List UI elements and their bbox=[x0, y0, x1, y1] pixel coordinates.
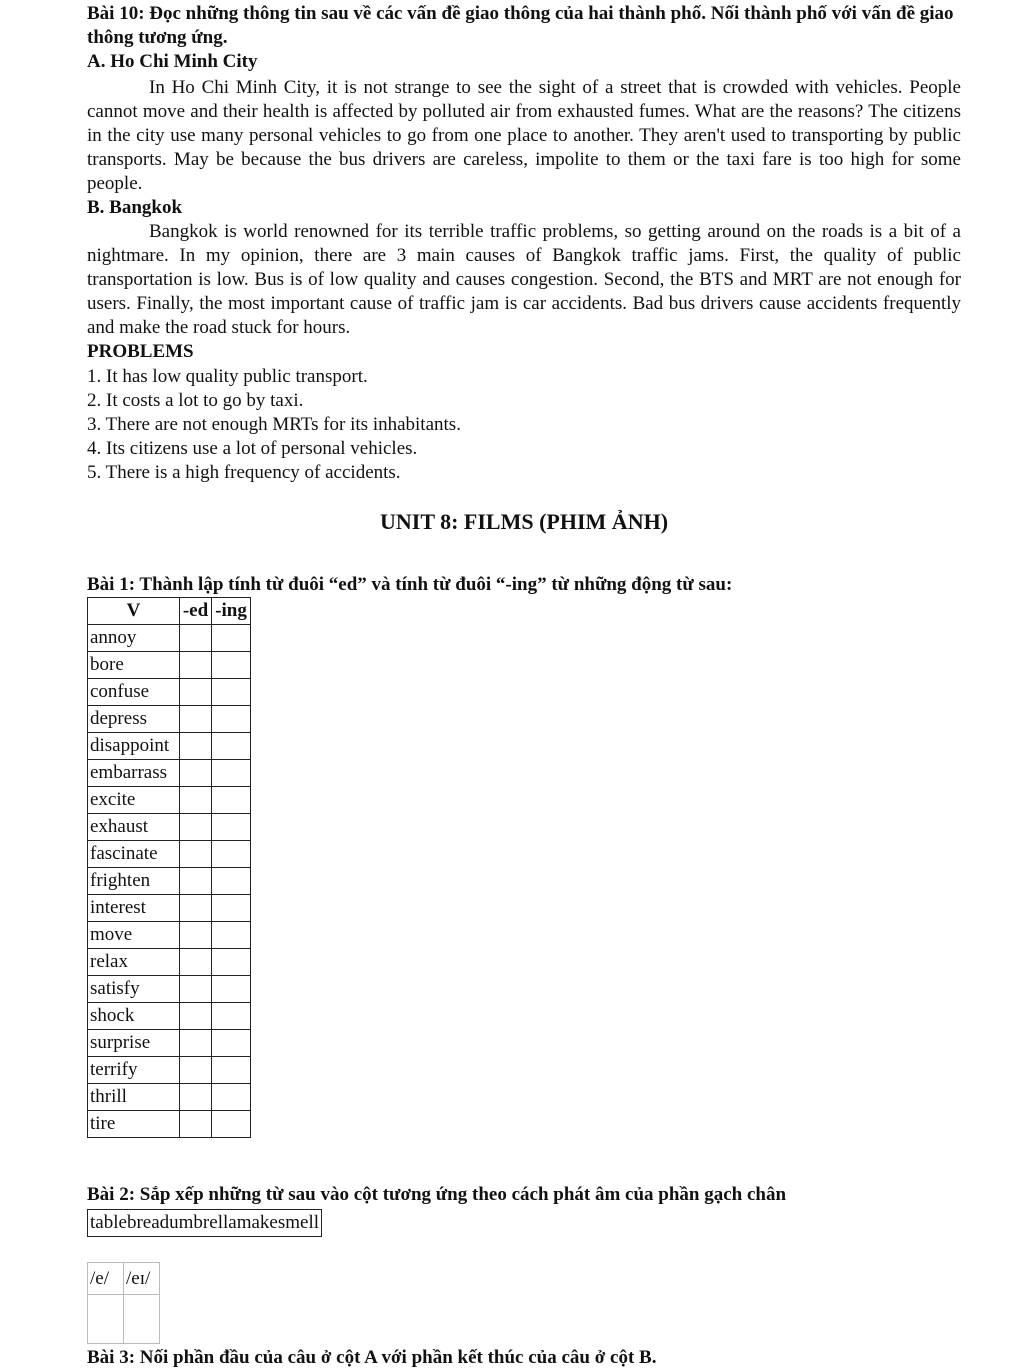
table-row bbox=[88, 814, 251, 841]
table-row bbox=[88, 625, 251, 652]
table-row bbox=[88, 841, 251, 868]
ing-answer-cell[interactable] bbox=[212, 760, 251, 787]
ing-answer-cell[interactable] bbox=[212, 1057, 251, 1084]
word-underlined-part: e bbox=[209, 1212, 218, 1233]
ing-answer-cell[interactable] bbox=[212, 1003, 251, 1030]
sound-table bbox=[87, 1262, 160, 1344]
table-row bbox=[88, 1030, 251, 1057]
section-b-paragraph: Bangkok is world renowned for its terrible traffic problems, so getting around on the roads is a bit of a nightmare. In my opinion, there are 3 main causes of Bangkok traffic jams. First, the quality of public transportation is low. Bus is of low quality and causes congestion. Second, the BTS and MRT are not enough for users. Finally, the most important cause of traffic jam is car accidents. Bad bus drivers cause accidents frequently and make the road stuck for hours. bbox=[87, 221, 961, 338]
sound-header-e: /e/ bbox=[88, 1263, 124, 1295]
verb-cell: fascinate bbox=[88, 841, 180, 868]
word-suffix: ll bbox=[308, 1212, 320, 1233]
ed-answer-cell[interactable] bbox=[180, 1084, 212, 1111]
table-row bbox=[88, 895, 251, 922]
verb-cell: relax bbox=[88, 949, 180, 976]
word-item bbox=[278, 1212, 319, 1233]
verb-cell: excite bbox=[88, 787, 180, 814]
ing-answer-cell[interactable] bbox=[212, 895, 251, 922]
problems-list bbox=[87, 365, 461, 485]
ed-answer-cell[interactable] bbox=[180, 1003, 212, 1030]
ed-answer-cell[interactable] bbox=[180, 625, 212, 652]
verb-cell: disappoint bbox=[88, 733, 180, 760]
header-ed: -ed bbox=[180, 598, 212, 625]
table-row bbox=[88, 868, 251, 895]
ing-answer-cell[interactable] bbox=[212, 841, 251, 868]
adjective-table-body bbox=[88, 625, 251, 1138]
table-row bbox=[88, 1057, 251, 1084]
problem-item: 4. Its citizens use a lot of personal vehicles. bbox=[87, 438, 418, 459]
table-row bbox=[88, 679, 251, 706]
ed-answer-cell[interactable] bbox=[180, 976, 212, 1003]
ed-answer-cell[interactable] bbox=[180, 895, 212, 922]
word-prefix: sm bbox=[277, 1212, 301, 1233]
table-row bbox=[88, 1003, 251, 1030]
verb-cell: bore bbox=[88, 652, 180, 679]
ed-answer-cell[interactable] bbox=[180, 1111, 212, 1138]
word-box bbox=[87, 1209, 322, 1237]
table-header-row bbox=[88, 598, 251, 625]
word-item bbox=[237, 1212, 278, 1233]
word-suffix: ble bbox=[103, 1212, 127, 1233]
table-row bbox=[88, 1111, 251, 1138]
table-row bbox=[88, 733, 251, 760]
section-a-title: A. Ho Chi Minh City bbox=[87, 51, 258, 72]
ed-answer-cell[interactable] bbox=[180, 706, 212, 733]
verb-cell: terrify bbox=[88, 1057, 180, 1084]
word-underlined-part: e bbox=[300, 1212, 309, 1233]
table-row bbox=[88, 922, 251, 949]
header-verb: V bbox=[88, 598, 180, 625]
verb-cell: frighten bbox=[88, 868, 180, 895]
verb-cell: exhaust bbox=[88, 814, 180, 841]
ed-answer-cell[interactable] bbox=[180, 814, 212, 841]
ing-answer-cell[interactable] bbox=[212, 814, 251, 841]
table-row bbox=[88, 652, 251, 679]
word-prefix: m bbox=[236, 1212, 252, 1233]
verb-cell: satisfy bbox=[88, 976, 180, 1003]
answer-cell[interactable] bbox=[88, 1295, 124, 1344]
section-a-paragraph: In Ho Chi Minh City, it is not strange to see the sight of a street that is crowded with vehicles. People cannot move and their health is affected by polluted air from exhausted fumes. What are the reasons? The citizens in the city use many personal vehicles to go from one place to another. They aren't used to transporting by public transports. May be because the bus drivers are careless, impolite to them or the taxi fare is too high for some people. bbox=[87, 77, 961, 194]
verb-cell: tire bbox=[88, 1111, 180, 1138]
problem-item: 5. There is a high frequency of accidents. bbox=[87, 462, 401, 483]
table-row bbox=[88, 976, 251, 1003]
ing-answer-cell[interactable] bbox=[212, 976, 251, 1003]
table-row bbox=[88, 949, 251, 976]
word-suffix: ke bbox=[259, 1212, 278, 1233]
ing-answer-cell[interactable] bbox=[212, 679, 251, 706]
unit-title: UNIT 8: FILMS (PHIM ẢNH) bbox=[379, 509, 669, 534]
adjective-table bbox=[87, 597, 251, 1138]
ed-answer-cell[interactable] bbox=[180, 733, 212, 760]
verb-cell: confuse bbox=[88, 679, 180, 706]
ing-answer-cell[interactable] bbox=[212, 1111, 251, 1138]
problems-title: PROBLEMS bbox=[87, 341, 194, 362]
word-item bbox=[169, 1212, 237, 1233]
problem-item: 3. There are not enough MRTs for its inhabitants. bbox=[87, 414, 461, 435]
word-suffix: d bbox=[159, 1212, 170, 1233]
ed-answer-cell[interactable] bbox=[180, 949, 212, 976]
ing-answer-cell[interactable] bbox=[212, 1084, 251, 1111]
ing-answer-cell[interactable] bbox=[212, 868, 251, 895]
answer-cell[interactable] bbox=[124, 1295, 160, 1344]
section-b-title: B. Bangkok bbox=[87, 197, 183, 218]
ed-answer-cell[interactable] bbox=[180, 868, 212, 895]
sound-header-ei: /eɪ/ bbox=[124, 1263, 160, 1295]
word-underlined-part: ea bbox=[142, 1212, 160, 1233]
verb-cell: surprise bbox=[88, 1030, 180, 1057]
ing-answer-cell[interactable] bbox=[212, 922, 251, 949]
verb-cell: depress bbox=[88, 706, 180, 733]
table-row bbox=[88, 760, 251, 787]
ed-answer-cell[interactable] bbox=[180, 760, 212, 787]
verb-cell: move bbox=[88, 922, 180, 949]
word-prefix: t bbox=[90, 1212, 96, 1233]
exercise-3-title: Bài 3: Nối phần đầu của câu ở cột A với phần kết thúc của câu ở cột B. bbox=[87, 1347, 657, 1368]
problem-item: 1. It has low quality public transport. bbox=[87, 366, 368, 387]
word-suffix: lla bbox=[217, 1212, 237, 1233]
exercise-2-title: Bài 2: Sắp xếp những từ sau vào cột tương ứng theo cách phát âm của phần gạch chân bbox=[87, 1184, 787, 1205]
ing-answer-cell[interactable] bbox=[212, 706, 251, 733]
exercise-10-title: Bài 10: Đọc những thông tin sau về các vấn đề giao thông của hai thành phố. Nối thành phố với vấn đề giao thông tương ứng. bbox=[87, 3, 954, 48]
ing-answer-cell[interactable] bbox=[212, 1030, 251, 1057]
ing-answer-cell[interactable] bbox=[212, 949, 251, 976]
sound-header-row bbox=[88, 1263, 160, 1295]
verb-cell: shock bbox=[88, 1003, 180, 1030]
table-row bbox=[88, 706, 251, 733]
word-prefix: umbr bbox=[169, 1212, 210, 1233]
ed-answer-cell[interactable] bbox=[180, 1057, 212, 1084]
table-row bbox=[88, 1084, 251, 1111]
verb-cell: embarrass bbox=[88, 760, 180, 787]
header-ing: -ing bbox=[212, 598, 251, 625]
sound-answer-row bbox=[88, 1295, 160, 1344]
ing-answer-cell[interactable] bbox=[212, 625, 251, 652]
ed-answer-cell[interactable] bbox=[180, 652, 212, 679]
ed-answer-cell[interactable] bbox=[180, 841, 212, 868]
word-item bbox=[90, 1212, 127, 1233]
ed-answer-cell[interactable] bbox=[180, 679, 212, 706]
exercise-1-title: Bài 1: Thành lập tính từ đuôi “ed” và tính từ đuôi “-ing” từ những động từ sau: bbox=[87, 574, 733, 595]
verb-cell: interest bbox=[88, 895, 180, 922]
ed-answer-cell[interactable] bbox=[180, 1030, 212, 1057]
word-underlined-part: a bbox=[251, 1212, 260, 1233]
ed-answer-cell[interactable] bbox=[180, 922, 212, 949]
problem-item: 2. It costs a lot to go by taxi. bbox=[87, 390, 304, 411]
word-item bbox=[127, 1212, 169, 1233]
word-underlined-part: a bbox=[95, 1212, 104, 1233]
word-prefix: br bbox=[126, 1212, 143, 1233]
ing-answer-cell[interactable] bbox=[212, 733, 251, 760]
ing-answer-cell[interactable] bbox=[212, 652, 251, 679]
table-row bbox=[88, 787, 251, 814]
verb-cell: annoy bbox=[88, 625, 180, 652]
ed-answer-cell[interactable] bbox=[180, 787, 212, 814]
ing-answer-cell[interactable] bbox=[212, 787, 251, 814]
verb-cell: thrill bbox=[88, 1084, 180, 1111]
